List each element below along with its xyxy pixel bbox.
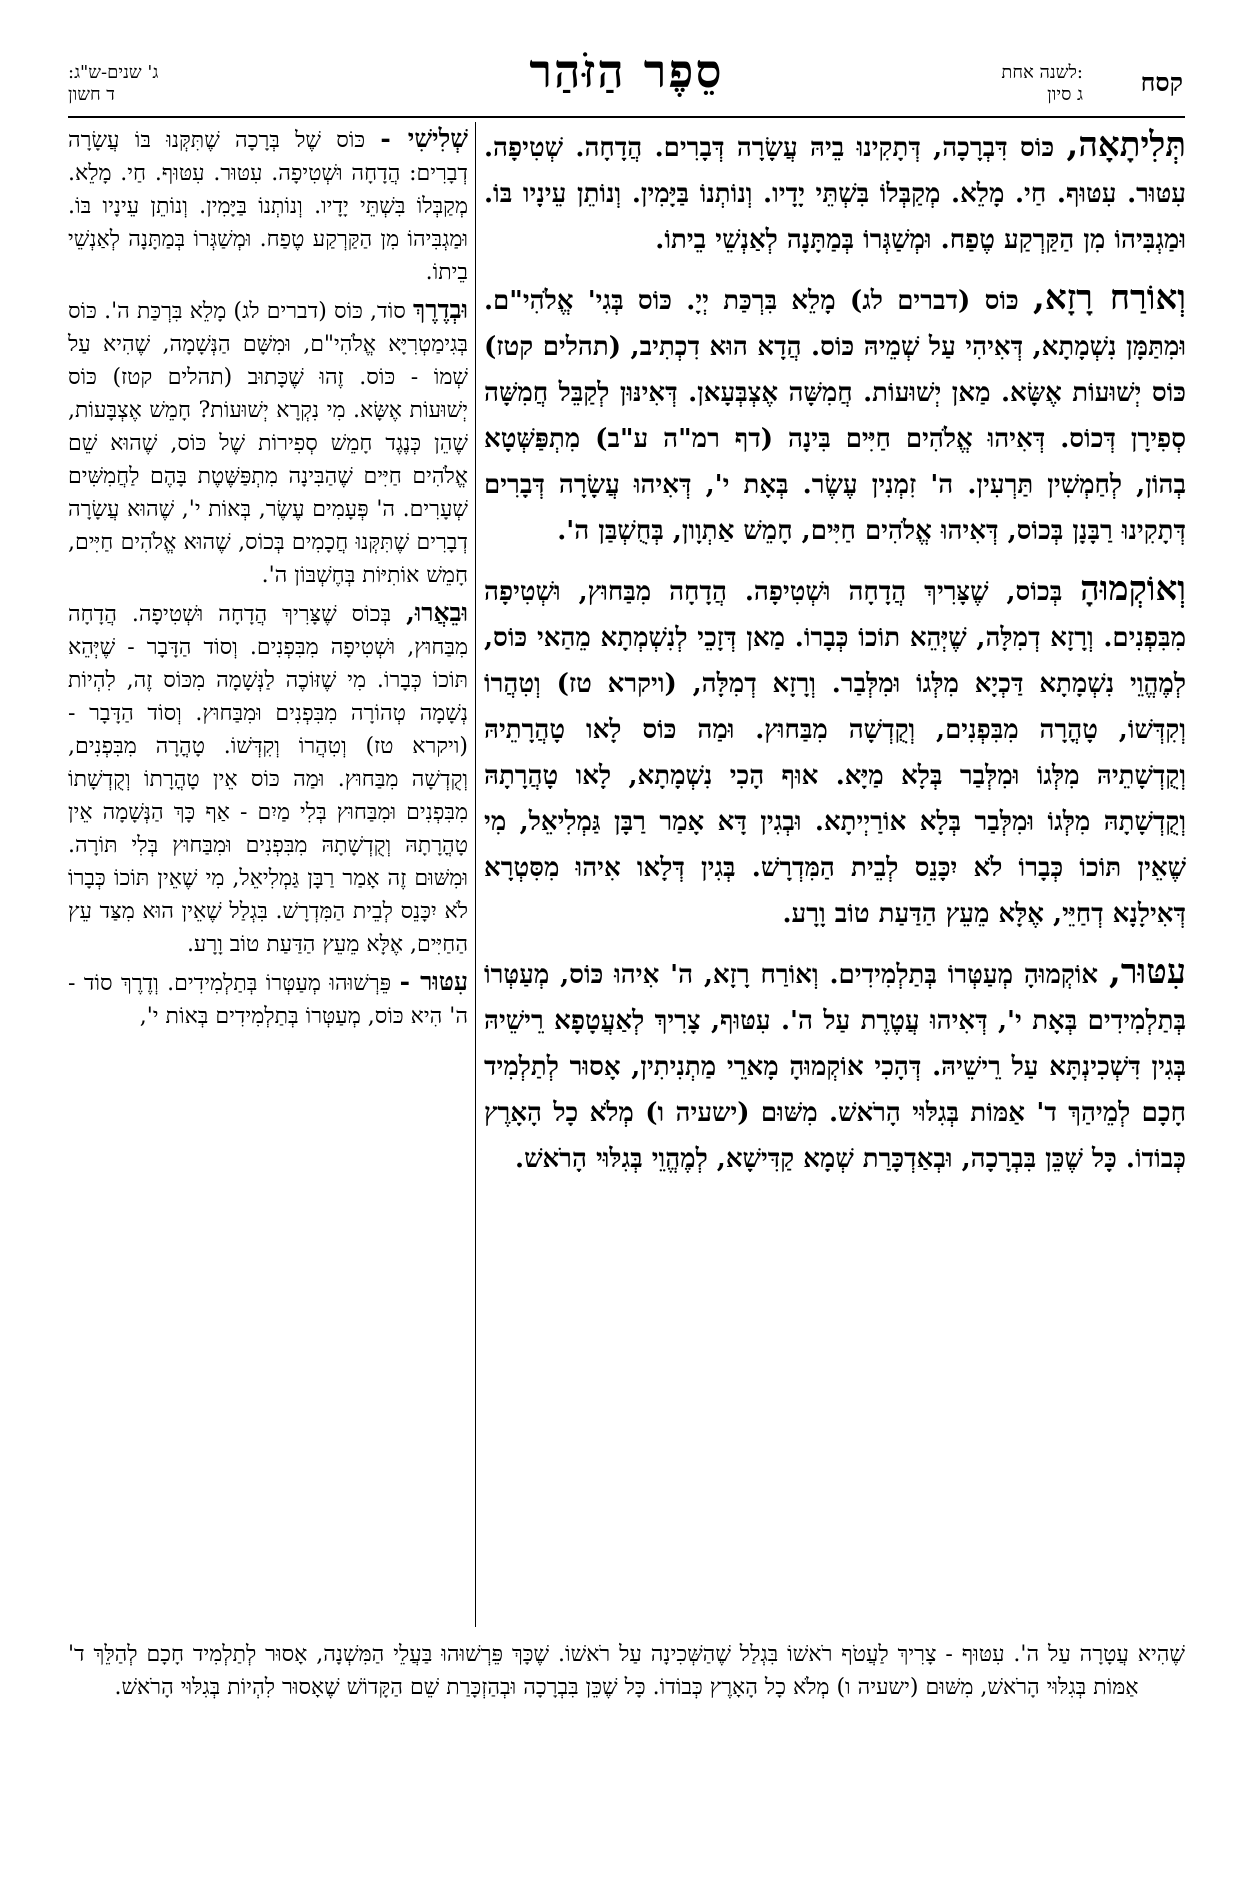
page-header xyxy=(0,0,1253,120)
commentary-continuation xyxy=(68,1638,1185,1704)
paragraph-text: סוֹד, כּוֹס (דברים לג) מָלֵא בִּרְכַּת ה'. כּוֹס בְּגִימַטְרִיָּא אֱלֹהִי"ם, וּמִשָּׁם הַנְּשָׁמָה, שֶׁהִיא עַל שְׁמוֹ - כּוֹס. זֶהוּ שֶׁכָּתוּב (תהלים קטז) כּוֹס יְשׁוּעוֹת אֶשָּׂא. מִי נִקְרָא יְשׁוּעוֹת? חָמֵשׁ אֶצְבָּעוֹת, שֶׁהֵן כְּנֶגֶד חָמֵשׁ סְפִירוֹת שֶׁל כּוֹס, שֶׁהוּא שֵׁם אֱלֹהִים חַיִּים שֶׁהַבִּינָה מִתְפַּשֶּׁטֶת בָּהֶם לַחֲמִשִּׁים שְׁעָרִים. ה' פְּעָמִים עֶשֶׂר, בְּאוֹת י', שֶׁהוּא עֲשָׂרָה דְבָרִים שֶׁתִּקְּנוּ חֲכָמִים בְּכוֹס, שֶׁהוּא אֱלֹהִים חַיִּים, חָמֵשׁ אוֹתִיּוֹת בְּחֶשְׁבּוֹן ה'. xyxy=(68,299,468,588)
daily-schedule-left xyxy=(68,62,158,106)
main-paragraph xyxy=(484,122,1186,263)
header-rule xyxy=(68,116,1185,118)
commentary-paragraph xyxy=(68,965,468,1033)
main-paragraph xyxy=(484,566,1186,937)
paragraph-lead: וְאוֹקְמוּהָ xyxy=(1080,569,1186,609)
main-paragraph xyxy=(484,275,1186,554)
paragraph-lead: עִטּוּר, xyxy=(1108,952,1186,992)
page-title: סֵפֶר הַזֹּהַר xyxy=(529,44,724,98)
paragraph-text: כּוֹס שֶׁל בְּרָכָה שֶׁתִּקְּנוּ בּוֹ עֲשָׂרָה דְבָרִים: הֲדָחָה וּשְׁטִיפָה. עִטּוּר. עִטּוּף. חַי. מָלֵא. מְקַבְּלוֹ בִּשְׁתֵּי יָדָיו. וְנוֹתְנוֹ בַּיָּמִין. וְנוֹתֵן עֵינָיו בּוֹ. וּמַגְבִּיהוֹ מִן הַקַּרְקַע טֶפַח. וּמְשַׁגְּרוֹ בְּמַתָּנָה לְאַנְשֵׁי בֵיתוֹ. xyxy=(68,128,468,285)
main-paragraph xyxy=(484,949,1186,1182)
page-number: קסח xyxy=(1140,68,1183,97)
paragraph-lead: עִטּוּר - xyxy=(399,967,468,996)
commentary-paragraph xyxy=(68,596,468,961)
column-divider xyxy=(475,122,476,1627)
paragraph-lead: וּבְדֶרֶךְ xyxy=(412,295,468,324)
schedule-left-line1: ג' שנים-ש"ג: xyxy=(68,62,159,83)
schedule-right-line1: לשנה אחת: xyxy=(1001,62,1083,83)
paragraph-text: כּוֹס (דברים לג) מָלֵא בִּרְכַּת יְיָ. כּוֹס בְּגִי' אֱלֹהִי"ם. וּמִתַּמָּן נִשְׁמָתָא, דְּאִיהִי עַל שְׁמֵיהּ כּוֹס. הֲדָא הוּא דִכְתִיב, (תהלים קטז) כּוֹס יְשׁוּעוֹת אֶשָּׂא. מַאן יְשׁוּעוֹת. חֲמִשָּׁה אֶצְבְּעָאן. דְּאִינּוּן לְקַבֵּל חֲמִשָּׁה סְפִירָן דְּכוֹס. דְּאִיהוּ אֱלֹהִים חַיִּים בִּינָה (דף רמ"ה ע"ב) מִתְפַּשְּׁטָא בְהוֹן, לְחַמְשִׁין תַּרְעִין. ה' זִמְנִין עֶשֶׂר. בְּאָת י', דְּאִיהוּ עֲשָׂרָה דְּבָרִים דְּתָקִינוּ רַבָּנָן בְּכוֹס, דְּאִיהוּ אֱלֹהִים חַיִּים, חָמֵשׁ אַתְוָון, בְּחֻשְׁבַּן ה'. xyxy=(484,286,1186,546)
paragraph-text: אוֹקְמוּהָ מְעַטְּרוֹ בְּתַלְמִידִים. וְאוֹרַח רָזָא, ה' אִיהוּ כּוֹס, מְעַטְּרוֹ בְּתַלְמִידִים בְּאָת י', דְּאִיהוּ עֲטֶרֶת עַל ה'. עִטּוּף, צָרִיךְ לְאַעֲטָפָא רֵישֵׁיהּ בְּגִין דִּשְׁכִינְתָּא עַל רֵישֵׁיהּ. דְּהָכִי אוֹקְמוּהָ מָארֵי מַתְנִיתִין, אָסוּר לְתַלְמִיד חָכָם לְמֵיהַךְ ד' אַמּוֹת בְּגִלּוּי הָרֹאשׁ. מִשּׁוּם (ישעיה ו) מְלֹא כָל הָאָרֶץ כְּבוֹדוֹ. כָּל שֶׁכֵּן בִּבְרָכָה, וּבְאַדְכָּרַת שְׁמָא קַדִּישָׁא, לְמֶהֱוֵי בְּגִלּוּי הָרֹאשׁ. xyxy=(484,960,1186,1174)
paragraph-text: פֵּרְשׁוּהוּ מְעַטְּרוֹ בְּתַלְמִידִים. וְדֶרֶךְ סוֹד - ה' הִיא כּוֹס, מְעַטְּרוֹ בְּתַלְמִידִים בְּאוֹת י', xyxy=(68,971,468,1029)
continuation-text: שֶׁהִיא עֲטָרָה עַל ה'. עִטּוּף - צָרִיךְ לַעֲטֹף רֹאשׁוֹ בִּגְלַל שֶׁהַשְּׁכִינָה עַל רֹאשׁוֹ. שֶׁכָּךְ פֵּרְשׁוּהוּ בַּעֲלֵי הַמִּשְׁנָה, אָסוּר לְתַלְמִיד חָכָם לְהַלֵּךְ ד' אַמּוֹת בְּגִלּוּי הָרֹאשׁ, מִשּׁוּם (ישעיה ו) מְלֹא כָל הָאָרֶץ כְּבוֹדוֹ. כָּל שֶׁכֵּן בִּבְרָכָה וּבְהַזְכָּרַת שֵׁם הַקָּדוֹשׁ שֶׁאָסוּר לִהְיוֹת בְּגִלּוּי הָרֹאשׁ. xyxy=(68,1642,1185,1700)
paragraph-text: בְּכוֹס שֶׁצָּרִיךְ הֲדָחָה וּשְׁטִיפָה. הֲדָחָה מִבַּחוּץ, וּשְׁטִיפָה מִבִּפְנִים. וְסוֹד הַדָּבָר - שֶׁיְּהֵא תּוֹכוֹ כְּבָרוֹ. מִי שֶׁזּוֹכֶה לַנְּשָׁמָה מִכּוֹס זֶה, לִהְיוֹת נְשָׁמָה טְהוֹרָה מִבִּפְנִים וּמִבַּחוּץ. וְסוֹד הַדָּבָר - (ויקרא טז) וְטִהֲרוֹ וְקִדְּשׁוֹ. טָהֳרָה מִבִּפְנִים, וְקֻדְשָׁה מִבַּחוּץ. וּמַה כּוֹס אֵין טָהֳרָתוֹ וְקֻדְשָׁתוֹ מִבִּפְנִים וּמִבַּחוּץ בְּלִי מַיִם - אַף כָּךְ הַנְּשָׁמָה אֵין טָהֳרָתָהּ וְקֻדְשָׁתָהּ מִבִּפְנִים וּמִבַּחוּץ בְּלִי תּוֹרָה. וּמִשּׁוּם זֶה אָמַר רַבָּן גַּמְלִיאֵל, מִי שֶׁאֵין תּוֹכוֹ כְּבָרוֹ לֹא יִכָּנֵס לְבֵית הַמִּדְרָשׁ. בִּגְלַל שֶׁאֵין הוּא מִצַּד עֵץ הַחַיִּים, אֶלָּא מֵעֵץ הַדַּעַת טוֹב וָרָע. xyxy=(68,602,468,957)
paragraph-lead: שְׁלִישִׁי - xyxy=(380,124,468,153)
paragraph-lead: תְּלִיתָאָה, xyxy=(1066,125,1186,165)
paragraph-lead: וּבֵאֲרוּ, xyxy=(406,598,468,627)
commentary-text xyxy=(68,122,468,1642)
schedule-right-line2: ג סיון xyxy=(1047,84,1083,105)
paragraph-text: בְּכוֹס, שֶׁצָּרִיךְ הֲדָחָה וּשְׁטִיפָה. הֲדָחָה מִבַּחוּץ, וּשְׁטִיפָה מִבִּפְנִים. וְרָזָא דְמִלָּה, שֶׁיְּהֵא תוֹכוֹ כְּבָרוֹ. מַאן דְּזָכֵי לְנִשְׁמְתָא מֵהַאי כּוֹס, לְמֶהֱוֵי נִשְׁמָתָא דַּכְיָא מִלְּגוֹ וּמִלְּבַר. וְרָזָא דְמִלָּה, (ויקרא טז) וְטִהֲרוֹ וְקִדְּשׁוֹ, טָהֳרָה מִבִּפְנִים, וְקֻדְשָׁה מִבַּחוּץ. וּמַה כּוֹס לָאו טָהֲרָתֵיהּ וְקֻדְשָׁתֵיהּ מִלְּגוֹ וּמִלְּבַר בְּלָא מַיָּא. אוּף הָכִי נִשְׁמָתָא, לָאו טָהֲרָתָהּ וְקֻדְשָׁתָהּ מִלְּגוֹ וּמִלְּבַר בְּלָא אוֹרַיְיתָא. וּבְגִין דָּא אָמַר רַבָּן גַּמְלִיאֵל, מִי שֶׁאֵין תּוֹכוֹ כְּבָרוֹ לֹא יִכָּנֵס לְבֵית הַמִּדְרָשׁ. בְּגִין דְּלָאו אִיהוּ מִסִּטְרָא דְּאִילָנָא דְחַיֵּי, אֶלָּא מֵעֵץ הַדַּעַת טוֹב וָרָע. xyxy=(484,577,1186,929)
zohar-main-text xyxy=(484,122,1186,1642)
paragraph-lead: וְאוֹרַח רָזָא, xyxy=(1033,278,1186,318)
schedule-left-line2: ד חשון xyxy=(68,84,115,105)
commentary-paragraph xyxy=(68,293,468,592)
paragraph-text: כּוֹס דִּבְרָכָה, דְּתָקִינוּ בֵיהּ עֲשָׂרָה דְּבָרִים. הֲדָחָה. שְׁטִיפָה. עִטּוּר. עִטּוּף. חַי. מָלֵא. מְקַבְּלוֹ בִּשְׁתֵּי יָדָיו. וְנוֹתְנוֹ בַּיָּמִין. וְנוֹתֵן עֵינָיו בּוֹ. וּמַגְבִּיהוֹ מִן הַקַּרְקַע טֶפַח. וּמְשַׁגְּרוֹ בְּמַתָּנָה לְאַנְשֵׁי בֵיתוֹ. xyxy=(484,133,1186,255)
commentary-paragraph xyxy=(68,122,468,289)
